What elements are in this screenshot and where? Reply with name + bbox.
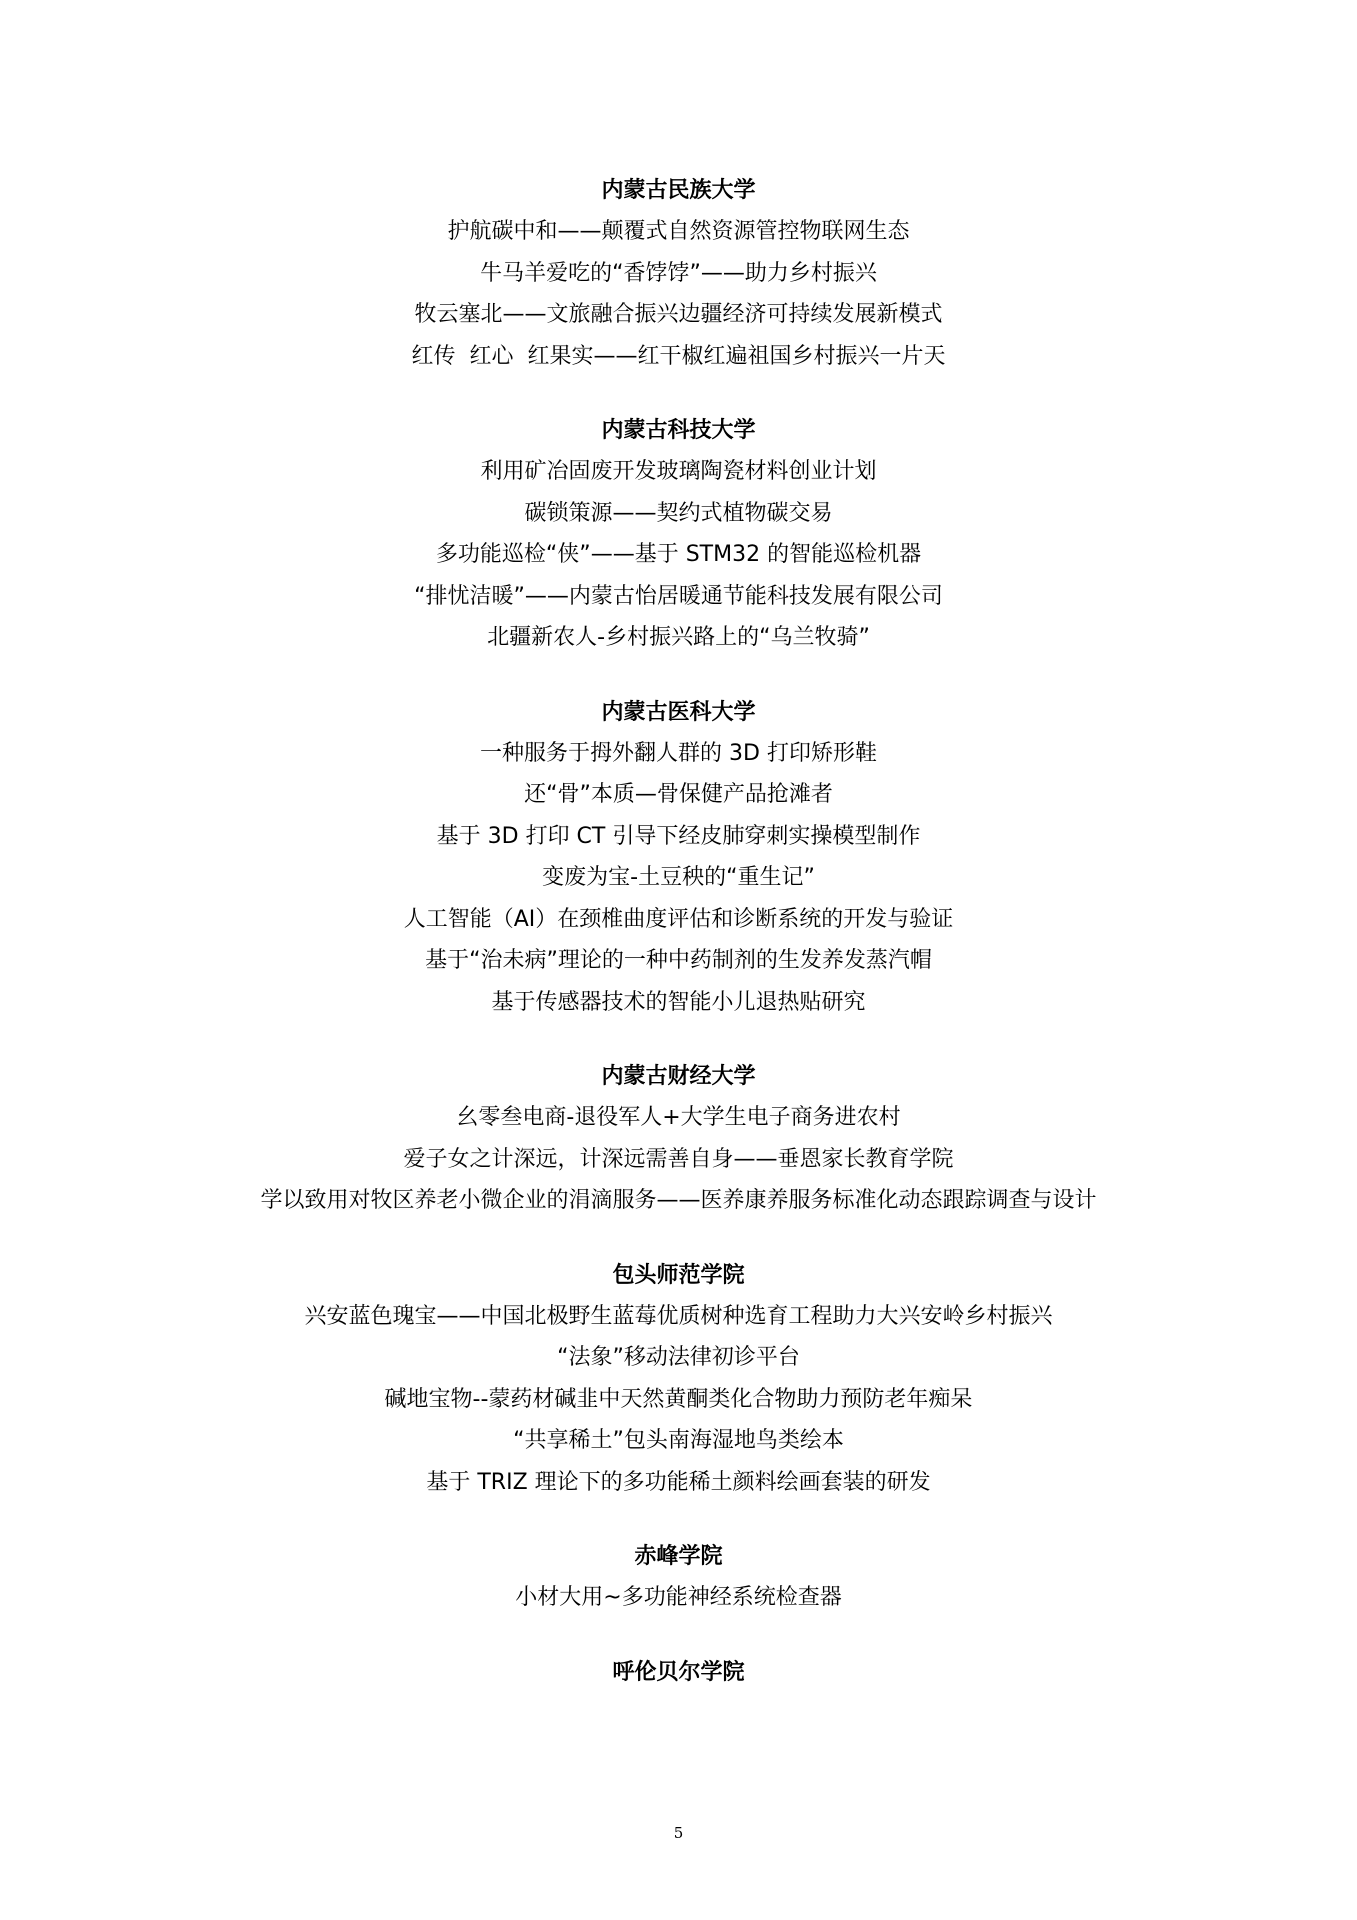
project-item: 还“骨”本质—骨保健产品抢滩者 xyxy=(524,782,833,807)
section-title: 内蒙古医科大学 xyxy=(601,699,756,725)
section-title: 赤峰学院 xyxy=(634,1544,723,1569)
project-item: 爱子女之计深远，计深远需善自身——垂恩家长教育学院 xyxy=(403,1146,954,1172)
project-item: 基于 TRIZ 理论下的多功能稀土颜料绘画套装的研发 xyxy=(426,1469,931,1495)
project-item: 护航碳中和——颠覆式自然资源管控物联网生态 xyxy=(447,219,910,244)
section-title: 内蒙古财经大学 xyxy=(601,1064,756,1089)
document-body xyxy=(0,170,1357,1726)
section-title: 呼伦贝尔学院 xyxy=(612,1659,745,1685)
section-title: 内蒙古科技大学 xyxy=(601,418,756,443)
section-btnu xyxy=(0,1255,1357,1504)
project-item: 碱地宝物--蒙药材碱韭中天然黄酮类化合物助力预防老年痴呆 xyxy=(384,1386,973,1412)
project-item: “共享稀土”包头南海湿地鸟类绘本 xyxy=(513,1428,844,1453)
section-imust xyxy=(0,410,1357,659)
project-item: 基于传感器技术的智能小儿退热贴研究 xyxy=(491,989,866,1015)
section-imun xyxy=(0,170,1357,377)
project-item: “法象”移动法律初诊平台 xyxy=(557,1345,800,1370)
section-title: 包头师范学院 xyxy=(612,1262,745,1288)
project-item: “排忧洁暖”——内蒙古怡居暖通节能科技发展有限公司 xyxy=(414,583,943,609)
project-item: 多功能巡检“侠”——基于 STM32 的智能巡检机器 xyxy=(435,542,922,567)
project-item: 基于“治未病”理论的一种中药制剂的生发养发蒸汽帽 xyxy=(425,948,932,973)
project-item: 人工智能（AI）在颈椎曲度评估和诊断系统的开发与验证 xyxy=(403,906,954,932)
section-title: 内蒙古民族大学 xyxy=(601,178,756,203)
section-hlbexy xyxy=(0,1652,1357,1693)
project-item: 碳锁策源——契约式植物碳交易 xyxy=(524,500,833,526)
project-item: 牛马羊爱吃的“香饽饽”——助力乡村振兴 xyxy=(480,260,877,286)
project-item: 牧云塞北——文旅融合振兴边疆经济可持续发展新模式 xyxy=(414,302,943,327)
project-item: 北疆新农人-乡村振兴路上的“乌兰牧骑” xyxy=(487,625,870,650)
project-item: 幺零叁电商-退役军人+大学生电子商务进农村 xyxy=(456,1105,901,1130)
project-item: 兴安蓝色瑰宝——中国北极野生蓝莓优质树种选育工程助力大兴安岭乡村振兴 xyxy=(304,1303,1053,1329)
section-immu xyxy=(0,692,1357,1024)
page-number: 5 xyxy=(673,1824,684,1842)
project-item: 学以致用对牧区养老小微企业的涓滴服务——医养康养服务标准化动态跟踪调查与设计 xyxy=(260,1188,1097,1213)
project-item: 利用矿冶固废开发玻璃陶瓷材料创业计划 xyxy=(480,459,877,484)
project-item: 基于 3D 打印 CT 引导下经皮肺穿刺实操模型制作 xyxy=(436,823,921,849)
section-cfxy xyxy=(0,1536,1357,1619)
project-item: 红传 红心 红果实——红干椒红遍祖国乡村振兴一片天 xyxy=(411,343,946,369)
section-imufe xyxy=(0,1056,1357,1222)
project-item: 小材大用~多功能神经系统检查器 xyxy=(515,1585,842,1610)
project-item: 一种服务于拇外翻人群的 3D 打印矫形鞋 xyxy=(480,740,877,766)
project-item: 变废为宝-土豆秧的“重生记” xyxy=(542,865,815,890)
